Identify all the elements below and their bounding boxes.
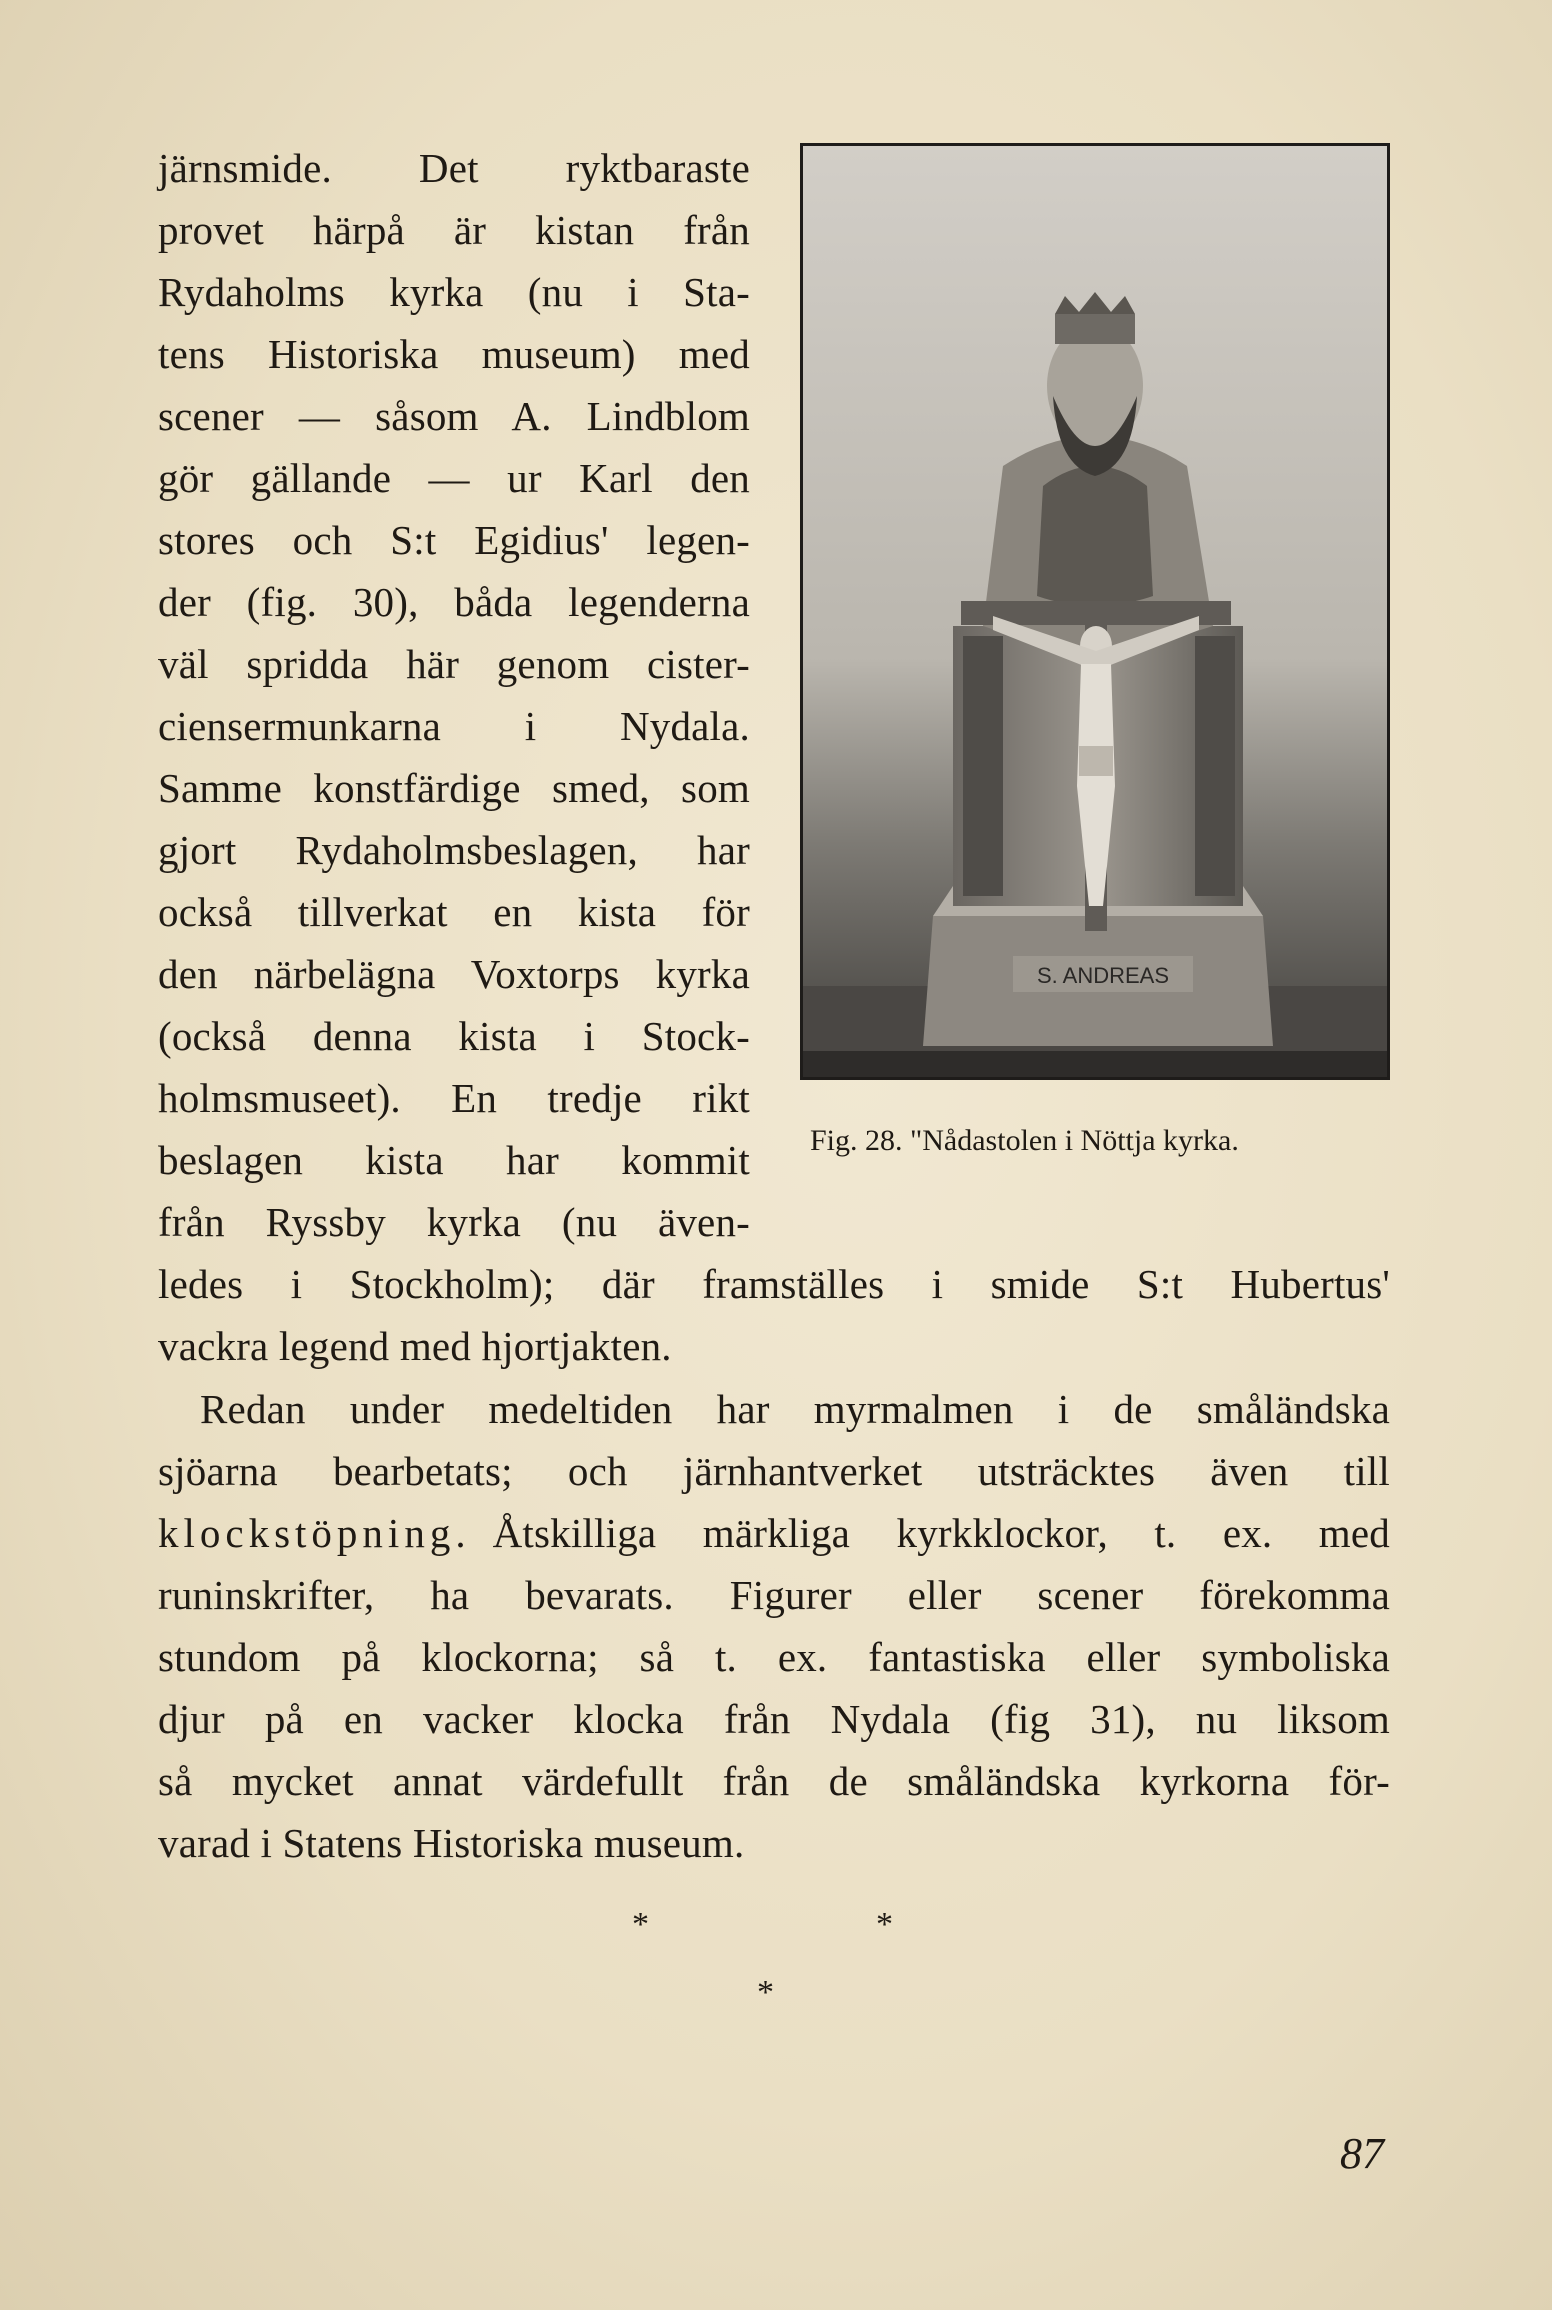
text-line: der (fig. 30), båda legenderna [158,579,750,625]
text-line: Rydaholms kyrka (nu i Sta- [158,269,750,315]
text-line: gör gällande — ur Karl den [158,455,750,501]
text-line: runinskrifter, ha bevarats. Figurer eller scener förekomma [158,1572,1390,1618]
text-line: den närbelägna Voxtorps kyrka [158,951,750,997]
text-line: Redan under medeltiden har myrmalmen i de småländska [200,1386,1390,1432]
asterisk: * [632,1906,649,1943]
text-line-rest: Åtskilliga märkliga kyrkklockor, t. ex. med [492,1510,1390,1556]
page-number: 87 [1340,2129,1384,2178]
text-line: (också denna kista i Stock- [158,1013,750,1059]
inscription-text: S. ANDREAS [1036,963,1170,988]
text-line: djur på en vacker klocka från Nydala (fig 31), nu liksom [158,1696,1390,1742]
text-line: gjort Rydaholmsbeslagen, har [158,827,750,873]
text-line: järnsmide. Det ryktbaraste [158,145,750,191]
text-line: stores och S:t Egidius' legen- [158,517,750,563]
text-line: holmsmuseet). En tredje rikt [158,1075,750,1121]
figure-caption: Fig. 28. "Nådastolen i Nöttja kyrka. [810,1124,1239,1157]
text-line: ledes i Stockholm); där framställes i smide S:t Hubertus' [158,1261,1390,1307]
text-line: Samme konstfärdige smed, som [158,765,750,811]
text-line: vackra legend med hjortjakten. [158,1323,672,1369]
text-line: så mycket annat värdefullt från de småländska kyrkorna för- [158,1758,1390,1804]
text-line: stundom på klockorna; så t. ex. fantastiska eller symboliska [158,1634,1390,1680]
text-line: också tillverkat en kista för [158,889,750,935]
text-line [158,1510,1390,1556]
statue-image [803,146,1387,1077]
figure-photo [800,143,1390,1080]
text-line: väl spridda här genom cister- [158,641,750,687]
text-line: tens Historiska museum) med [158,331,750,377]
asterisk: * [757,1974,774,2011]
text-line: beslagen kista har kommit [158,1137,750,1183]
text-line: ciensermunkarna i Nydala. [158,703,750,749]
emphasized-word: klockstöpning. [158,1510,471,1556]
text-line: provet härpå är kistan från [158,207,750,253]
asterisk: * [876,1906,893,1943]
text-line: sjöarna bearbetats; och järnhantverket utsträcktes även till [158,1448,1390,1494]
text-line: från Ryssby kyrka (nu även- [158,1199,750,1245]
text-line: scener — såsom A. Lindblom [158,393,750,439]
text-line: varad i Statens Historiska museum. [158,1820,745,1866]
